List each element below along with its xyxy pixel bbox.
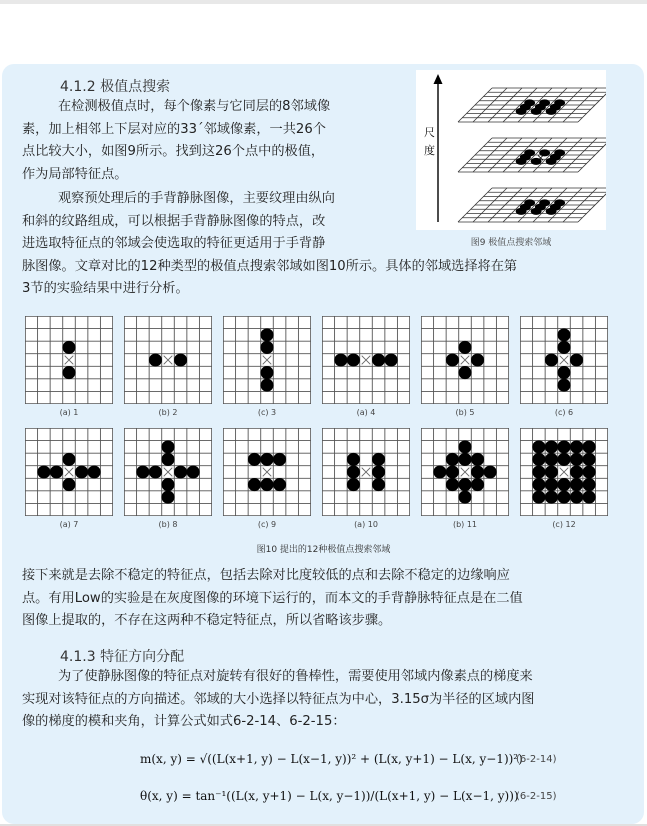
neighbor-dot — [446, 465, 459, 478]
neighbor-dot — [446, 453, 459, 466]
neighbor-dot — [535, 204, 546, 211]
neighbor-dot — [458, 440, 471, 453]
neighbor-dot — [516, 108, 527, 115]
neighbor-dot — [372, 478, 385, 491]
figure10-caption: 图10 提出的12种极值点搜索邻域 — [256, 545, 391, 555]
section-heading-orientation: 4.1.3 特征方向分配 — [60, 649, 185, 665]
grid-label: (b) 11 — [452, 520, 478, 529]
neighbor-dot — [187, 465, 200, 478]
neighbor-dot — [557, 328, 570, 341]
figure9-diagram — [416, 70, 606, 230]
neighbor-dot — [136, 465, 149, 478]
neighborhood-grid — [223, 316, 311, 404]
neighbor-dot — [347, 465, 360, 478]
neighbor-dot — [583, 491, 596, 504]
neighbor-dot — [545, 478, 558, 491]
neighbor-dot — [260, 366, 273, 379]
paragraph-extreme-1: 在检测极值点时，每个像素与它同层的8邻域像 素，加上相邻上下层对应的33´邻域像素，一共26个 点比较大小，如图9所示。找到这26个点中的极值， 作为局部特征点。 — [22, 99, 331, 182]
neighbor-dot — [334, 353, 347, 366]
neighbor-dot — [557, 453, 570, 466]
neighborhood-grid — [322, 428, 410, 516]
neighbor-dot — [37, 465, 50, 478]
figure9-caption: 图9 极值点搜索邻域 — [470, 238, 552, 248]
neighbor-dot — [260, 478, 273, 491]
neighbor-dot — [557, 379, 570, 392]
formula-number-1: (6-2-14) — [516, 754, 557, 765]
neighbor-dot — [557, 440, 570, 453]
neighbor-dot — [471, 453, 484, 466]
neighbor-dot — [161, 453, 174, 466]
neighbor-dot — [433, 465, 446, 478]
grid-label: (c) 3 — [257, 408, 277, 417]
neighbor-dot — [545, 353, 558, 366]
formula-magnitude: m(x, y) = √((L(x+1, y) − L(x−1, y))² + (L(x, y+1) − L(x, y−1))²) — [140, 752, 523, 766]
neighbor-dot — [273, 453, 286, 466]
neighbor-dot — [385, 353, 398, 366]
neighbor-dot — [260, 328, 273, 341]
paragraph-unstable: 接下来就是去除不稳定的特征点，包括去除对比度较低的点和去除不稳定的边缘响应 点。有用Low的实验是在灰度图像的环境下运行的，而本文的手背静脉特征点是在二值 图像上提取的，不存在这两种不稳定特征点，所以省略该步骤。 — [22, 568, 523, 628]
neighbor-dot — [570, 491, 583, 504]
neighborhood-grid — [520, 428, 608, 516]
neighbor-dot — [583, 478, 596, 491]
neighbor-dot — [545, 440, 558, 453]
neighbor-dot — [458, 366, 471, 379]
neighborhood-grid — [520, 316, 608, 404]
neighbor-dot — [557, 478, 570, 491]
neighbor-dot — [260, 453, 273, 466]
neighbor-dot — [174, 465, 187, 478]
neighbor-dot — [557, 341, 570, 354]
neighbor-dot — [532, 465, 545, 478]
neighbor-dot — [62, 453, 75, 466]
neighbor-dot — [583, 453, 596, 466]
center-point-mark: × — [536, 153, 545, 165]
neighbor-dot — [458, 453, 471, 466]
neighbor-dot — [583, 440, 596, 453]
neighbor-dot — [532, 453, 545, 466]
neighbor-dot — [471, 353, 484, 366]
grid-label: (b) 8 — [158, 520, 178, 529]
neighborhood-grid — [25, 428, 113, 516]
neighbor-dot — [570, 478, 583, 491]
neighbor-dot — [347, 353, 360, 366]
paragraph-extreme-2: 观察预处理后的手背静脉图像，主要纹理由纵向 和斜的纹路组成，可以根据手背静脉图像的特点，改 进选取特征点的邻域会使选取的特征更适用于手背静 脉图像。文章对比的12种类型的极值点搜索邻域如图10所示。具体的邻域选择将在第 3节的实验结果中进行分析。 — [22, 191, 518, 296]
neighbor-dot — [532, 478, 545, 491]
neighbor-dot — [535, 104, 546, 111]
neighbor-dot — [260, 341, 273, 354]
grid-label: (c) 12 — [552, 520, 576, 529]
neighbor-dot — [532, 491, 545, 504]
formula-orientation: θ(x, y) = tan⁻¹((L(x, y+1) − L(x, y−1))/(L(x+1, y) − L(x−1, y))) — [140, 789, 519, 803]
figure9-image — [416, 70, 606, 230]
neighbor-dot — [484, 465, 497, 478]
neighbor-dot — [458, 341, 471, 354]
neighbor-dot — [161, 491, 174, 504]
neighbor-dot — [161, 478, 174, 491]
grid-label: (b) 5 — [455, 408, 475, 417]
neighbor-dot — [62, 366, 75, 379]
section-heading-extreme: 4.1.2 极值点搜索 — [60, 79, 171, 95]
scale-layer-3 — [458, 188, 606, 222]
scale-layer-2 — [458, 138, 606, 172]
neighbor-dot — [372, 465, 385, 478]
neighbor-dot — [516, 158, 527, 165]
neighborhood-grid — [25, 316, 113, 404]
scale-label-1: 尺 — [424, 126, 435, 139]
neighbor-dot — [260, 379, 273, 392]
formula-number-2: (6-2-15) — [516, 791, 557, 802]
neighborhood-grid — [124, 428, 212, 516]
neighbor-dot — [570, 465, 583, 478]
top-divider — [0, 0, 647, 4]
neighbor-dot — [248, 478, 261, 491]
neighborhood-grid — [421, 316, 509, 404]
neighborhood-grid — [223, 428, 311, 516]
grid-label: (b) 2 — [158, 408, 178, 417]
grid-label: (c) 9 — [257, 520, 277, 529]
neighbor-dot — [583, 465, 596, 478]
neighbor-dot — [161, 440, 174, 453]
grid-label: (a) 1 — [59, 408, 79, 417]
paragraph-orientation: 为了使静脉图像的特征点对旋转有很好的鲁棒性，需要使用邻域内像素点的梯度来 实现对该特征点的方向描述。邻域的大小选择以特征点为中心，3.15σ为半径的区域内图 像的梯度的模和夹角，计算公式如式6-2-14、6-2-15： — [22, 669, 535, 729]
neighbor-dot — [570, 453, 583, 466]
neighbor-dot — [75, 465, 88, 478]
grid-label: (a) 4 — [356, 408, 376, 417]
neighbor-dot — [347, 478, 360, 491]
neighbor-dot — [248, 453, 261, 466]
neighbor-dot — [88, 465, 101, 478]
scale-layer-1 — [458, 88, 606, 122]
neighbor-dot — [546, 208, 557, 215]
neighbor-dot — [446, 353, 459, 366]
neighbor-dot — [532, 440, 545, 453]
neighbor-dot — [545, 453, 558, 466]
neighbor-dot — [446, 478, 459, 491]
neighborhood-grid — [124, 316, 212, 404]
neighbor-dot — [546, 108, 557, 115]
neighbor-dot — [174, 353, 187, 366]
neighbor-dot — [546, 158, 557, 165]
neighbor-dot — [570, 440, 583, 453]
neighbor-dot — [149, 353, 162, 366]
neighbor-dot — [372, 353, 385, 366]
neighbor-dot — [458, 491, 471, 504]
neighbor-dot — [347, 453, 360, 466]
neighbor-dot — [545, 491, 558, 504]
neighborhood-grid — [322, 316, 410, 404]
grid-label: (c) 6 — [554, 408, 574, 417]
neighbor-dot — [545, 465, 558, 478]
neighbor-dot — [458, 478, 471, 491]
grid-label: (a) 10 — [354, 520, 378, 529]
neighbor-dot — [50, 465, 63, 478]
neighbor-dot — [471, 465, 484, 478]
neighbor-dot — [62, 341, 75, 354]
neighbor-dot — [471, 478, 484, 491]
neighbor-dot — [62, 478, 75, 491]
neighbor-dot — [557, 491, 570, 504]
neighbor-dot — [570, 353, 583, 366]
neighbor-dot — [149, 465, 162, 478]
neighbor-dot — [273, 478, 286, 491]
grid-label: (a) 7 — [59, 520, 79, 529]
neighbor-dot — [557, 366, 570, 379]
neighbor-dot — [516, 208, 527, 215]
neighbor-dot — [372, 453, 385, 466]
scale-label-2: 度 — [424, 144, 435, 157]
neighborhood-grid — [421, 428, 509, 516]
